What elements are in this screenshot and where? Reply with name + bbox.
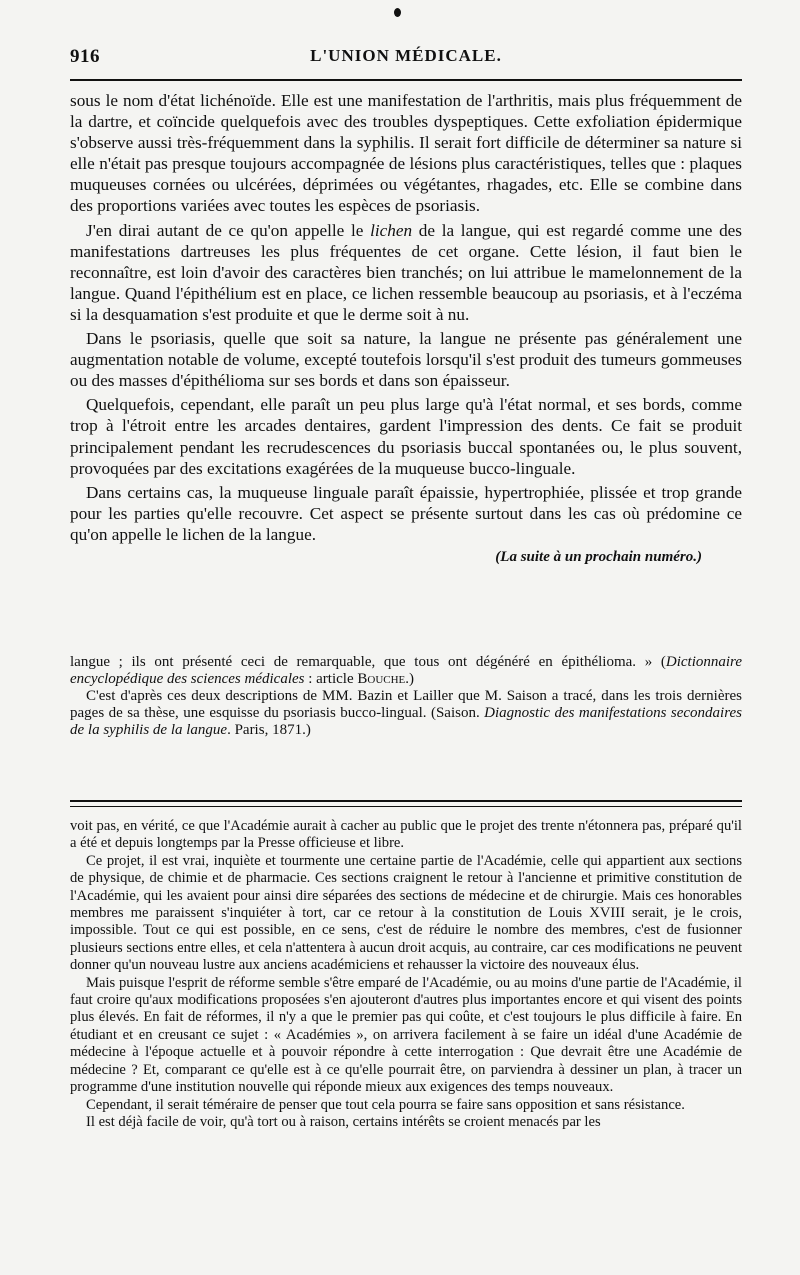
footnote-dictionary: langue ; ils ont présenté ceci de remarquable, que tous ont dégénéré en épithélioma. » (Dictionnaire encyclopédique des sciences médicales : article Bouche.) (70, 654, 742, 687)
paragraph-hypertrophy: Dans certains cas, la muqueuse linguale paraît épaissie, hypertrophiée, plissée et trop grande pour les parties qu'elle recouvre. Cet aspect se présente surtout dans les cas où prédomine ce qu'on appelle le lichen de la langue. (70, 482, 742, 544)
paragraph-psoriasis-edges: Quelquefois, cependant, elle paraît un peu plus large qu'à l'état normal, et ses bords, comme trop à l'étroit entre les arcades dentaires, gardent l'impression des dents. Ce fait se produit principalement pendant les recrudescences du psoriasis buccal spontanées ou, le plus souvent, provoquées par des excitations exagérées de la muqueuse bucco-linguale. (70, 395, 742, 478)
article-name: Bouche (357, 671, 406, 687)
journal-title: L'UNION MÉDICALE. (310, 46, 502, 65)
paragraph-resistance: Cependant, il serait téméraire de penser que tout cela pourra se faire sans opposition et sans résistance. (86, 1096, 685, 1113)
paragraph-projet-trente: voit pas, en vérité, ce que l'Académie aurait à cacher au public que le projet des trente n'étonnera pas, préparé qu'il a été et depuis longtemps par la Presse officieuse et libre. (70, 818, 742, 852)
main-article (70, 90, 742, 568)
paragraph-lichen: J'en dirai autant de ce qu'on appelle le lichen de la langue, qui est regardé comme une des manifestations dartreuses les plus fréquentes de cet organe. Cette lésion, il faut bien le reconnaître, est loin d'avoir des caractères bien tranchés; on lui attribue le mamelonnement de la langue. Quand l'épithélium est en place, ce lichen ressemble beaucoup au psoriasis, et à l'eczéma si la desquamation s'est produite et que le derme soit à nu. (70, 220, 742, 324)
dictionary-title: Dictionnaire encyclopédique des sciences médicales (70, 654, 742, 687)
paragraph-reforme: Mais puisque l'esprit de réforme semble s'être emparé de l'Académie, ou au moins d'une partie de l'Académie, il faut croire qu'aux modifications proposées s'en ajouteront d'autres plus importantes encore et qui visent des points plus élevés. En fait de réformes, il n'y a que le premier pas qui coûte, et c'est toujours le plus difficile à faire. En étudiant et en creusant ce sujet : « Académies », on arrivera facilement à se faire un idéal d'une Académie de médecine à l'époque actuelle et à pouvoir répondre à cette interrogation : Que devrait être une Académie de médecine ? Et, comparant ce qu'elle est à ce qu'elle pourrait être, on parviendra à dessiner un plan, à tracer un programme d'une institution nouvelle qui réponde mieux aux exigences des temps nouveaux. (70, 974, 742, 1096)
page-number: 916 (70, 46, 100, 67)
page-header (70, 46, 742, 76)
paragraph-interets: Il est déjà facile de voir, qu'à tort ou à raison, certains intérêts se croient menacés par les (86, 1113, 601, 1130)
paragraph-sections: Ce projet, il est vrai, inquiète et tourmente une certaine partie de l'Académie, celle qui appartient aux sections de physique, de chimie et de pharmacie. Ces sections craignent le retour à l'ancienne et primitive constitution de l'Académie, qui les avaient pour ainsi dire séparées des sections de médecine et de chirurgie. Mais ces honorables membres me paraissent s'inquiéter à tort, car ce retour à la constitution de Louis XVIII serait, je le crois, impossible. Tout ce qui est possible, en ce sens, c'est de réduire le nombre des membres, c'est de fusionner plusieurs sections entre elles, et cela n'attentera à aucun droit acquis, au contraire, car ces modifications ne peuvent donner qu'un nouveau lustre aux anciens académiciens et rehausser la victoire des nouveaux élus. (70, 852, 742, 974)
ink-dot (394, 8, 401, 17)
footnotes (70, 654, 742, 739)
section-rule-bottom (70, 806, 742, 807)
paragraph-lichenoid: sous le nom d'état lichénoïde. Elle est une manifestation de l'arthritis, mais plus fréquemment de la dartre, et coïncide quelquefois avec des troubles dyspeptiques. Cette exfoliation épidermique s'observe aussi très-fréquemment dans la syphilis. Il serait fort difficile de déterminer sa nature si elle n'était pas presque toujours accompagnée de lésions plus caractéristiques, telles que : plaques muqueuses cornées ou ulcérées, déprimées ou végétantes, rhagades, etc. Elle se combine dans des proportions variées avec toutes les espèces de psoriasis. (70, 91, 742, 216)
thesis-title: Diagnostic des manifestations secondaires de la syphilis de la langue (70, 705, 742, 738)
header-rule (70, 79, 742, 81)
paragraph-psoriasis-volume: Dans le psoriasis, quelle que soit sa nature, la langue ne présente pas généralement une augmentation notable de volume, excepté toutefois lorsqu'il s'est produit des tumeurs gommeuses ou des masses d'épithélioma sur ses bords et dans son épaisseur. (70, 329, 742, 391)
section-rule-top (70, 800, 742, 802)
academy-article (70, 818, 742, 1131)
lichen-term: lichen (370, 220, 413, 240)
footnote-saison: C'est d'après ces deux descriptions de MM. Bazin et Lailler que M. Saison a tracé, dans les trois dernières pages de sa thèse, une esquisse du psoriasis bucco-lingual. (Saison. Diagnostic des manifestations secondaires de la syphilis de la langue. Paris, 1871.) (70, 688, 742, 738)
continuation-note: (La suite à un prochain numéro.) (495, 548, 702, 565)
